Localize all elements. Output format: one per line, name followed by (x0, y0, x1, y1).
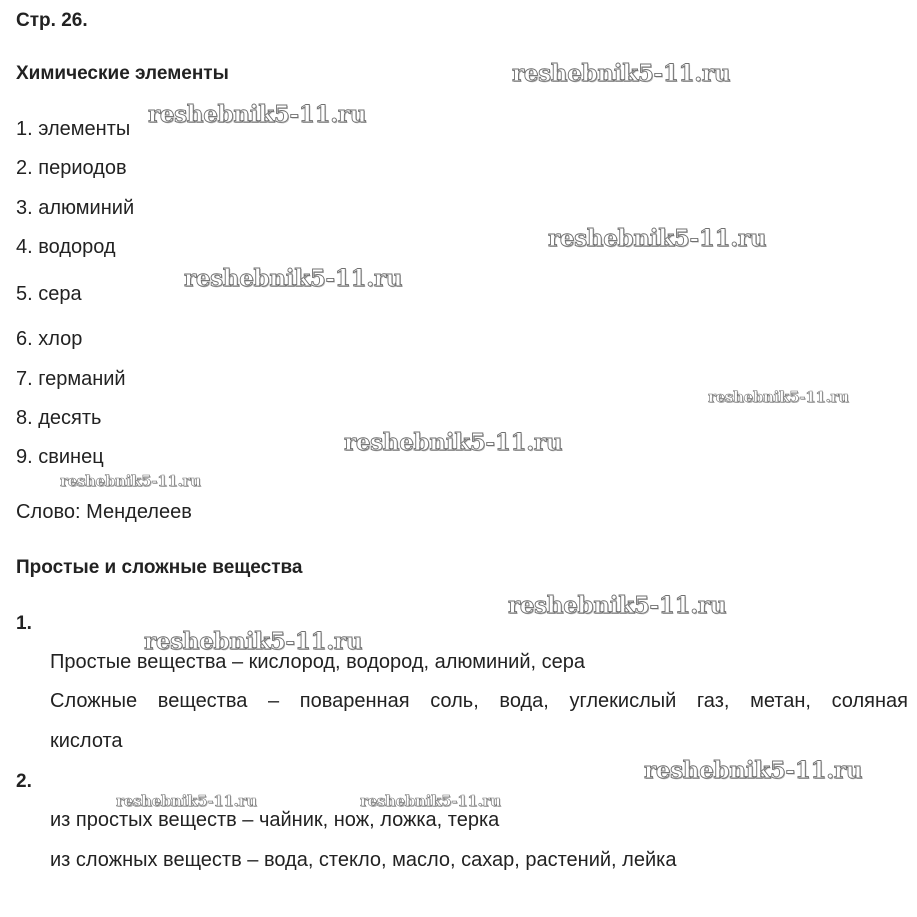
list-item: 4. водород (16, 236, 116, 258)
section-title-simple-complex: Простые и сложные вещества (16, 557, 303, 578)
list-item: 1. элементы (16, 118, 131, 140)
simple-substances-line: Простые вещества – кислород, водород, алюминий, сера (50, 651, 585, 673)
watermark: reshebnik5-11.ru (508, 592, 727, 619)
watermark: reshebnik5-11.ru (184, 265, 403, 292)
watermark: reshebnik5-11.ru (116, 792, 257, 810)
watermark: reshebnik5-11.ru (144, 628, 363, 655)
watermark: reshebnik5-11.ru (60, 472, 201, 490)
watermark: reshebnik5-11.ru (344, 429, 563, 456)
watermark: reshebnik5-11.ru (148, 101, 367, 128)
watermark: reshebnik5-11.ru (644, 757, 863, 784)
watermark: reshebnik5-11.ru (512, 60, 731, 87)
task-number: 2. (16, 771, 32, 792)
watermark: reshebnik5-11.ru (708, 388, 849, 406)
page-heading: Стр. 26. (16, 10, 88, 31)
complex-substances-continuation: кислота (50, 730, 123, 752)
complex-substances-line: Сложные вещества – поваренная соль, вода, углекислый газ, метан, соляная (50, 690, 908, 712)
answer-word: Слово: Менделеев (16, 501, 192, 523)
list-item: 8. десять (16, 407, 102, 429)
watermark: reshebnik5-11.ru (360, 792, 501, 810)
section-title-chemical-elements: Химические элементы (16, 63, 229, 84)
watermark: reshebnik5-11.ru (548, 225, 767, 252)
list-item: 6. хлор (16, 328, 83, 350)
objects-from-complex-line: из сложных веществ – вода, стекло, масло, сахар, растений, лейка (50, 849, 677, 871)
objects-from-simple-line: из простых веществ – чайник, нож, ложка, терка (50, 809, 500, 831)
list-item: 5. сера (16, 283, 82, 305)
task-number: 1. (16, 613, 32, 634)
list-item: 2. периодов (16, 157, 127, 179)
list-item: 7. германий (16, 368, 126, 390)
list-item: 9. свинец (16, 446, 104, 468)
list-item: 3. алюминий (16, 197, 135, 219)
